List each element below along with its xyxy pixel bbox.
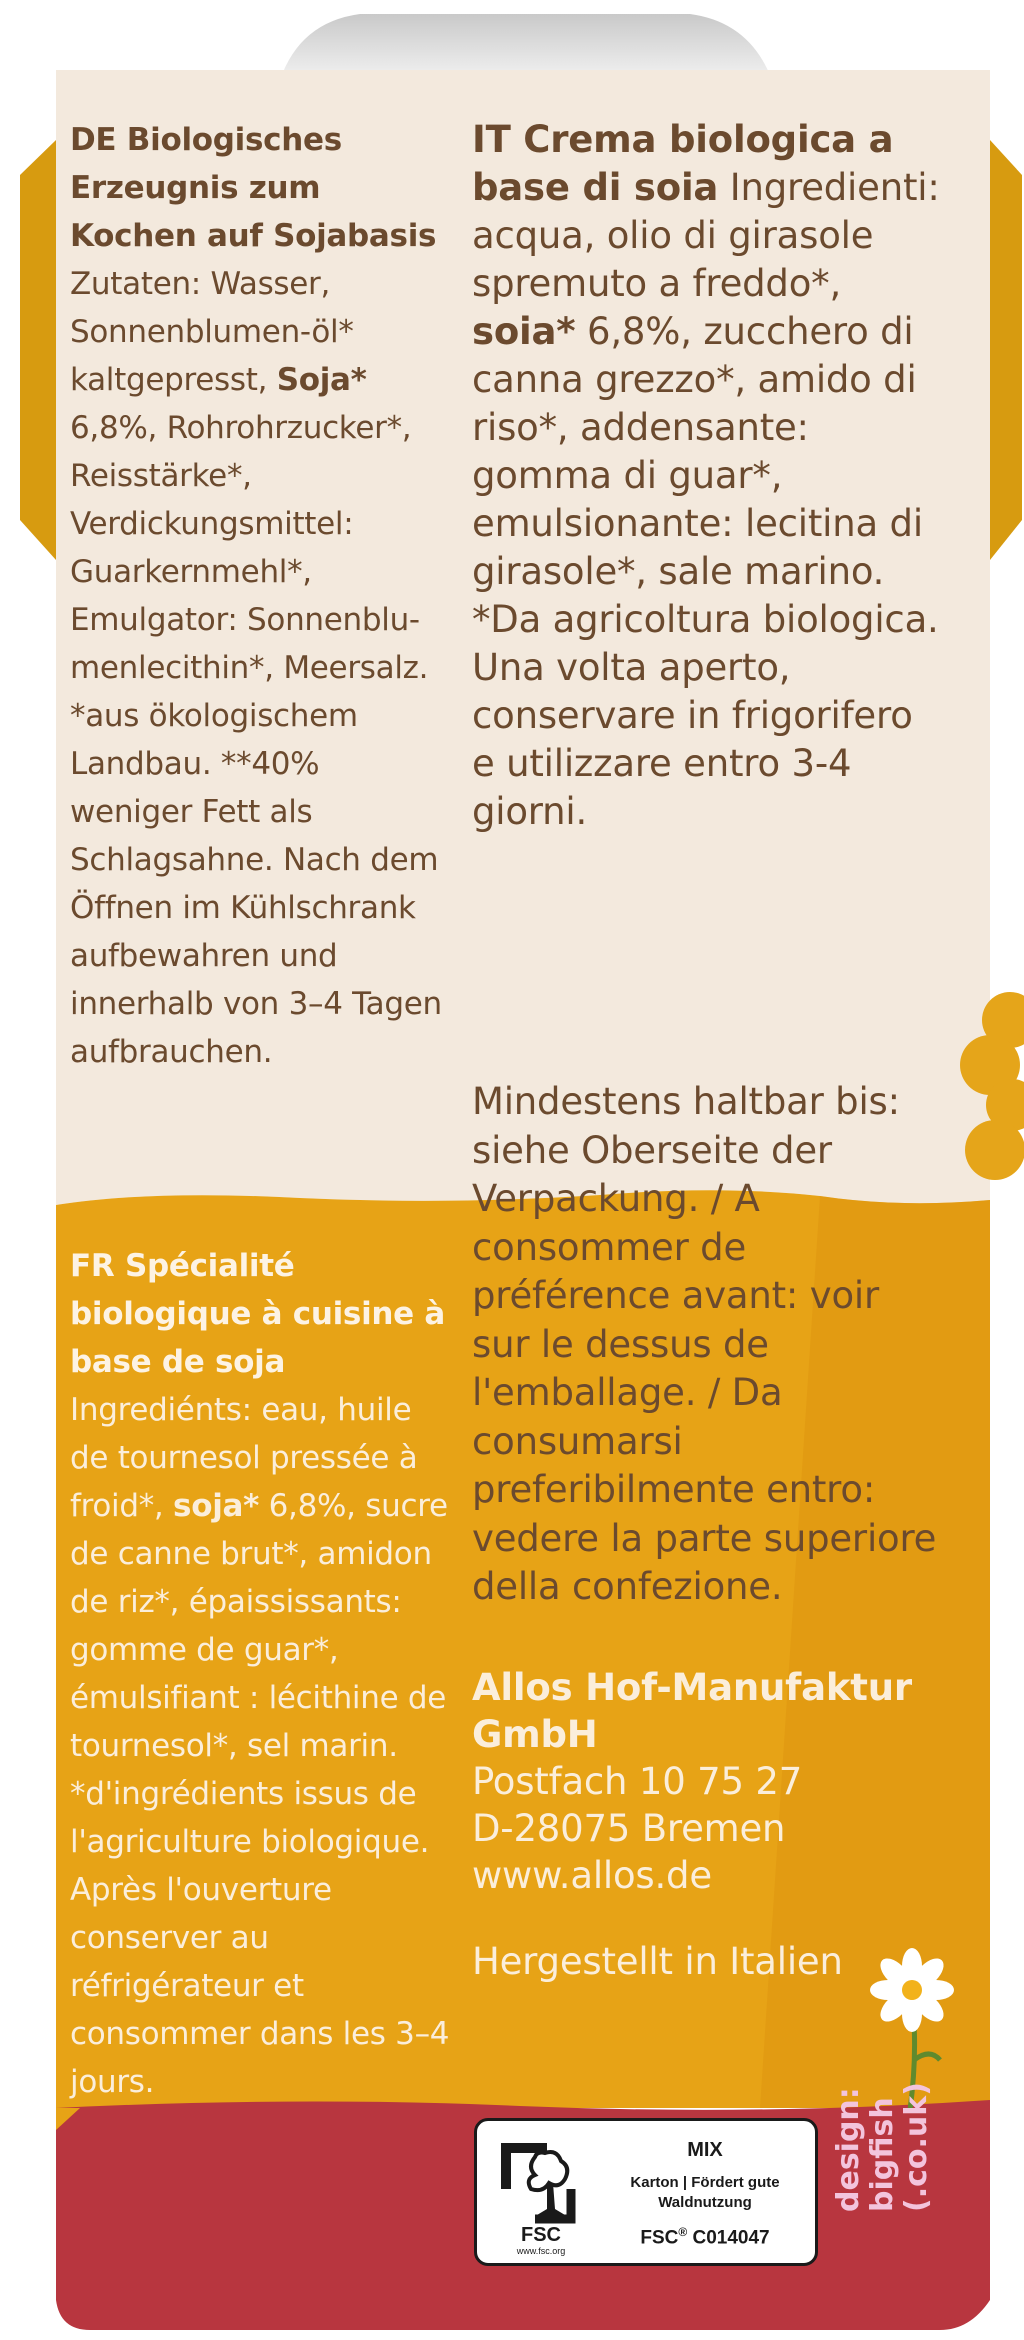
german-soja: Soja* — [276, 362, 367, 398]
registered-icon: ® — [678, 2225, 688, 2239]
company-address — [472, 1664, 942, 1899]
french-text-pre: Ingrediénts: eau, huile de tournesol pressée à froid*, — [70, 1392, 418, 1524]
best-before-text: Mindestens haltbar bis: siehe Oberseite der Verpackung. / A consommer de préférence avant: voir sur le dessus de l'emballage. / Da consumarsi preferibilmente entro: vedere la parte superiore della confezione. — [472, 1080, 937, 1608]
right-edge — [990, 140, 1022, 560]
fsc-description: Karton | Fördert gute Waldnutzung — [630, 2174, 780, 2211]
french-text-post: 6,8%, sucre de canne brut*, amidon de riz*, épaississants: gomme de guar*, émulsifiant : lécithine de tournesol*, sel marin. *d'ingrédients issus de l'agriculture biologique. Après l'ouverture conserver au réfrigérateur et consommer dans les 3–4 jours. — [70, 1488, 450, 2100]
fsc-code-number: C014047 — [687, 2227, 770, 2249]
fsc-license-code — [597, 2225, 813, 2249]
german-text-post: 6,8%, Rohrohrzucker*, Reisstärke*, Verdickungsmittel: Guarkernmehl*, Emulgator: Sonnenblu-menlecithin*, Meersalz. *aus ökologischem Landbau. **40% weniger Fett als Schlagsahne. Nach dem Öffnen im Kühlschrank aufbewahren und innerhalb von 3–4 Tagen aufbrauchen. — [70, 410, 442, 1070]
fsc-code-prefix: FSC — [640, 2227, 679, 2249]
italian-text-pre: Ingredienti: acqua, olio di girasole spremuto a freddo*, — [472, 166, 940, 305]
made-in-text: Hergestellt in Italien — [472, 1940, 843, 1983]
italian-title: IT Crema biologica a base di soia — [472, 118, 894, 209]
fsc-label — [474, 2118, 818, 2266]
fsc-mix: MIX — [687, 2139, 723, 2161]
fsc-tree-icon — [491, 2131, 591, 2256]
italian-text-post: 6,8%, zucchero di canna grezzo*, amido di riso*, addensante: gomma di guar*, emulsionante: lecitina di girasole*, sale marino. *Da agricoltura biologica. Una volta aperto, conservare in frigorifero e utilizzare entro 3-4 giorni. — [472, 310, 939, 833]
french-soja: soja* — [173, 1488, 260, 1524]
fsc-url: www.fsc.org — [516, 2246, 566, 2256]
design-credit: design: bigfish (.co.uk) — [831, 2082, 934, 2212]
german-ingredients — [70, 116, 450, 1076]
company-city: D-28075 Bremen — [472, 1807, 786, 1850]
company-website: www.allos.de — [472, 1854, 712, 1897]
company-postbox: Postfach 10 75 27 — [472, 1760, 803, 1803]
italian-ingredients — [472, 116, 942, 836]
company-name: Allos Hof-Manufaktur GmbH — [472, 1666, 912, 1756]
italian-soia: soia* — [472, 310, 576, 353]
french-ingredients — [70, 1242, 450, 2106]
fsc-logo-text: FSC — [521, 2224, 561, 2246]
left-edge — [20, 140, 56, 560]
german-title: DE Biologisches Erzeugnis zum Kochen auf Sojabasis — [70, 122, 437, 254]
french-title: FR Spécialité biologique à cuisine à base de soja — [70, 1248, 445, 1380]
german-text-pre: Zutaten: Wasser, Sonnenblumen-öl* kaltgepresst, — [70, 266, 354, 398]
